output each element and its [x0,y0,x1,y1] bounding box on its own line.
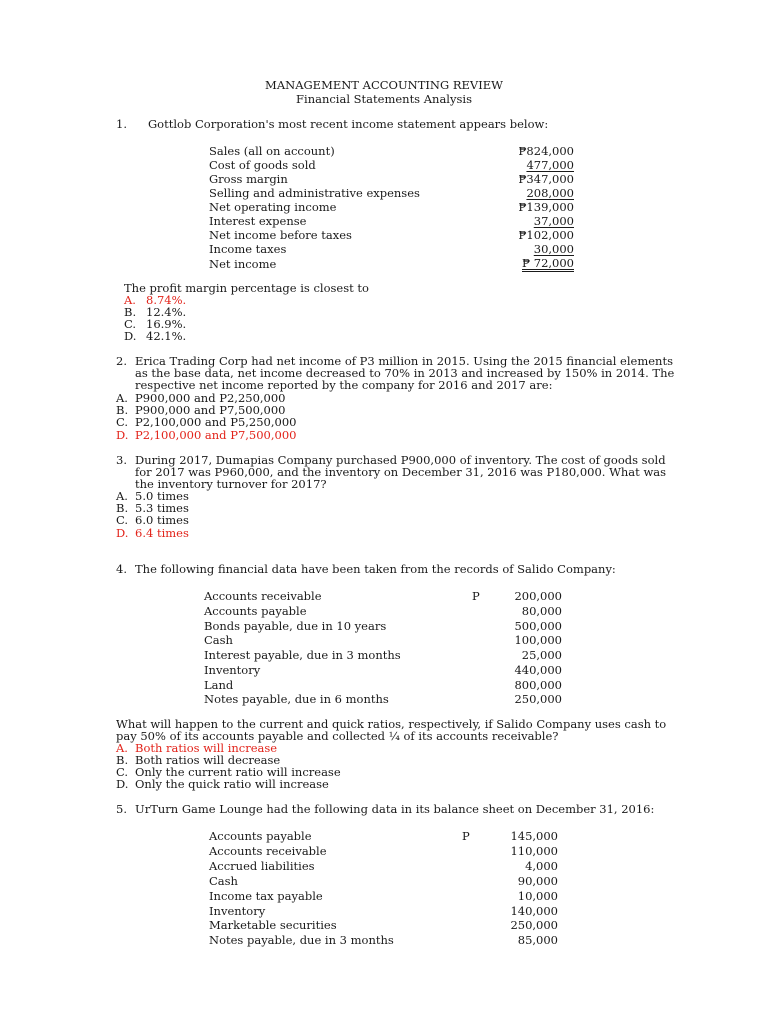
q4-number: 4. [116,562,127,576]
q2-option-letter: D. [116,428,129,442]
q4-row-label: Bonds payable, due in 10 years [204,619,387,633]
q3-number: 3. [116,453,127,467]
q4-option-letter: A. [116,741,128,755]
q1-question: The profit margin percentage is closest to [124,281,369,295]
q1-row-value: ₱824,000 [518,144,574,158]
q5-prompt: UrTurn Game Lounge had the following data in its balance sheet on December 31, 2016: [135,802,655,816]
q1-row-label: Sales (all on account) [209,144,335,158]
q3-option-letter: B. [116,501,129,515]
q1-row-value: ₱139,000 [518,200,574,214]
q4-row-value: 100,000 [514,633,562,647]
q5-row-value: 90,000 [517,874,558,888]
q5-row-value: 110,000 [510,844,558,858]
q1-option-text: 12.4%. [146,305,187,319]
q2-number: 2. [116,354,127,368]
q5-row-value: 4,000 [525,859,558,873]
q1-row-label: Income taxes [209,242,287,256]
q4-question-line: pay 50% of its accounts payable and collected ¼ of its accounts receivable? [116,729,559,743]
q4-option-letter: D. [116,777,129,791]
q1-option-letter: D. [124,329,137,343]
q2-option-text: P2,100,000 and P5,250,000 [135,415,297,429]
q3-option-text: 5.0 times [135,489,189,503]
q1-row-label: Selling and administrative expenses [209,186,420,200]
q5-currency-symbol: P [462,829,470,843]
q4-row-label: Cash [204,633,233,647]
q1-row-value: 208,000 [526,186,574,200]
q5-number: 5. [116,802,127,816]
q3-text-line: During 2017, Dumapias Company purchased P900,000 of inventory. The cost of goods sold [135,453,666,467]
q5-row-label: Cash [209,874,238,888]
q1-prompt: Gottlob Corporation's most recent income statement appears below: [148,117,549,131]
q3-option-text: 5.3 times [135,501,189,515]
q1-row-value: 37,000 [533,214,574,228]
q4-row-label: Accounts receivable [204,589,322,603]
q1-option-letter: C. [124,317,137,331]
q3-option-text: 6.0 times [135,513,189,527]
q5-row-label: Accounts receivable [209,844,327,858]
q1-row-value: 477,000 [526,158,574,172]
q4-option-text: Only the quick ratio will increase [135,777,329,791]
q4-row-value: 500,000 [514,619,562,633]
q5-row-label: Income tax payable [209,889,323,903]
q1-row-value: ₱ 72,000 [521,256,574,270]
q4-row-value: 25,000 [521,648,562,662]
q2-option-letter: A. [116,391,128,405]
q3-text-line: the inventory turnover for 2017? [135,477,327,491]
document-title: MANAGEMENT ACCOUNTING REVIEW [265,78,503,92]
q4-row-label: Notes payable, due in 6 months [204,692,389,706]
q2-text-line: Erica Trading Corp had net income of P3 million in 2015. Using the 2015 financial elements [135,354,673,368]
q1-row-label: Gross margin [209,172,288,186]
q5-row-label: Accounts payable [209,829,312,843]
q5-row-value: 10,000 [517,889,558,903]
q5-row-label: Marketable securities [209,918,337,932]
q1-row-label: Net income before taxes [209,228,352,242]
q4-prompt: The following financial data have been taken from the records of Salido Company: [135,562,616,576]
q1-row-label: Net operating income [209,200,337,214]
q2-option-letter: C. [116,415,129,429]
q1-row-label: Cost of goods sold [209,158,316,172]
q3-option-text: 6.4 times [135,526,189,540]
q1-option-text: 42.1%. [146,329,187,343]
q4-question-line: What will happen to the current and quick ratios, respectively, if Salido Company uses cash to [116,717,667,731]
q4-row-value: 250,000 [514,692,562,706]
q4-option-text: Both ratios will increase [135,741,278,755]
q5-row-label: Accrued liabilities [209,859,315,873]
q2-option-text: P2,100,000 and P7,500,000 [135,428,297,442]
q5-row-label: Inventory [209,904,266,918]
q5-row-value: 250,000 [510,918,558,932]
q4-option-text: Both ratios will decrease [135,753,281,767]
q1-row-label: Net income [209,257,277,271]
q1-option-letter: B. [124,305,137,319]
q4-row-value: 440,000 [514,663,562,677]
q5-row-label: Notes payable, due in 3 months [209,933,394,947]
q1-row-label: Interest expense [209,214,307,228]
q1-option-text: 16.9%. [146,317,187,331]
q5-row-value: 85,000 [517,933,558,947]
q3-option-letter: C. [116,513,129,527]
q2-option-text: P900,000 and P7,500,000 [135,403,286,417]
q2-option-text: P900,000 and P2,250,000 [135,391,286,405]
q1-row-value: 30,000 [533,242,574,256]
q4-row-label: Interest payable, due in 3 months [204,648,401,662]
q3-option-letter: A. [116,489,128,503]
q2-text-line: respective net income reported by the company for 2016 and 2017 are: [135,378,553,392]
q3-option-letter: D. [116,526,129,540]
q4-row-value: 800,000 [514,678,562,692]
q4-option-letter: C. [116,765,129,779]
q2-option-letter: B. [116,403,129,417]
q1-option-letter: A. [124,293,136,307]
q4-row-label: Accounts payable [204,604,307,618]
q4-row-value: 200,000 [514,589,562,603]
q4-row-label: Inventory [204,663,261,677]
q2-text-line: as the base data, net income decreased to 70% in 2013 and increased by 150% in 2014. The [135,366,675,380]
q4-row-label: Land [204,678,234,692]
q1-row-value: ₱347,000 [518,172,574,186]
q1-number: 1. [116,117,127,131]
document-subtitle: Financial Statements Analysis [296,92,472,106]
q4-row-value: 80,000 [521,604,562,618]
q5-row-value: 145,000 [510,829,558,843]
q4-currency-symbol: P [472,589,480,603]
q5-row-value: 140,000 [510,904,558,918]
q4-option-letter: B. [116,753,129,767]
q1-row-value: ₱102,000 [518,228,574,242]
q1-option-text: 8.74%. [146,293,187,307]
q4-option-text: Only the current ratio will increase [135,765,341,779]
q3-text-line: for 2017 was P960,000, and the inventory on December 31, 2016 was P180,000. What was [135,465,667,479]
